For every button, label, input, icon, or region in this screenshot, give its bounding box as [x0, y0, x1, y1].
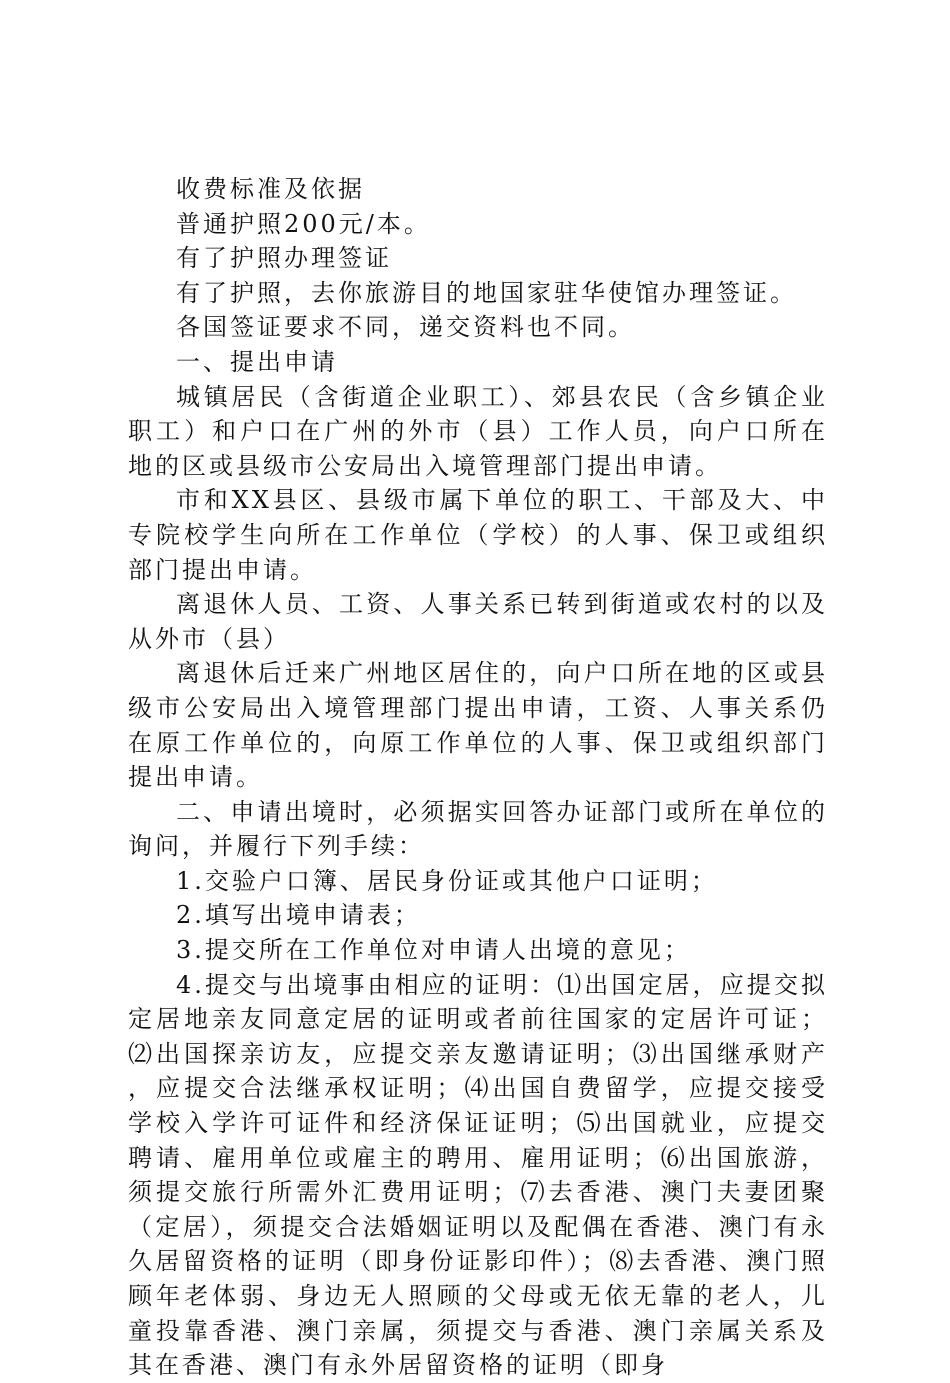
paragraph-retirees: 离退休人员、工资、人事关系已转到街道或农村的以及从外市（县） — [128, 590, 828, 653]
list-item-3: 3.提交所在工作单位对申请人出境的意见； — [176, 936, 691, 965]
list-item-4: 4.提交与出境事由相应的证明：⑴出国定居，应提交拟定居地亲友同意定居的证明或者前往国家的定居许可证；⑵出国探亲访友，应提交亲友邀请证明；⑶出国继承财产，应提交合法继承权证明；⑷出国自费留学，应提交接受学校入学许可证件和经济保证证明；⑸出国就业，应提交聘请、雇用单位或雇主的聘用、雇用证明；⑹出国旅游，须提交旅行所需外汇费用证明；⑺去香港、澳门夫妻团聚（定居），须提交合法婚姻证明以及配偶在香港、澳门有永久居留资格的证明（即身份证影印件）；⑻去香港、澳门照顾年老体弱、身边无人照顾的父母或无依无靠的老人，儿童投靠香港、澳门亲属，须提交与香港、澳门亲属关系及其在香港、澳门有永外居留资格的证明（即身 — [128, 970, 828, 1380]
list-item-2: 2.填写出境申请表； — [176, 901, 421, 930]
paragraph-residents: 城镇居民（含街道企业职工）、郊县农民（含乡镇企业职工）和户口在广州的外市（县）工作人员，向户口所在地的区或县级市公安局出入境管理部门提出申请。 — [128, 382, 828, 480]
paragraph-visa-embassy: 有了护照，去你旅游目的地国家驻华使馆办理签证。 — [176, 278, 797, 307]
document-body — [128, 172, 828, 1383]
heading-submit-application: 一、提出申请 — [176, 347, 338, 376]
paragraph-retirees-relocated: 离退休后迁来广州地区居住的，向户口所在地的区或县级市公安局出入境管理部门提出申请，工资、人事关系仍在原工作单位的，向原工作单位的人事、保卫或组织部门提出申请。 — [128, 659, 828, 792]
paragraph-employees-students: 市和XX县区、县级市属下单位的职工、干部及大、中专院校学生向所在工作单位（学校）的人事、保卫或组织部门提出申请。 — [128, 486, 828, 584]
paragraph-visa-requirements: 各国签证要求不同，递交资料也不同。 — [176, 313, 635, 342]
heading-fee-standard: 收费标准及依据 — [176, 175, 365, 203]
heading-visa: 有了护照办理签证 — [176, 244, 392, 273]
heading-exit-procedures: 二、申请出境时，必须据实回答办证部门或所在单位的询问，并履行下列手续： — [128, 797, 828, 861]
paragraph-passport-fee: 普通护照200元/本。 — [176, 209, 431, 238]
list-item-1: 1.交验户口簿、居民身份证或其他户口证明； — [176, 866, 718, 895]
